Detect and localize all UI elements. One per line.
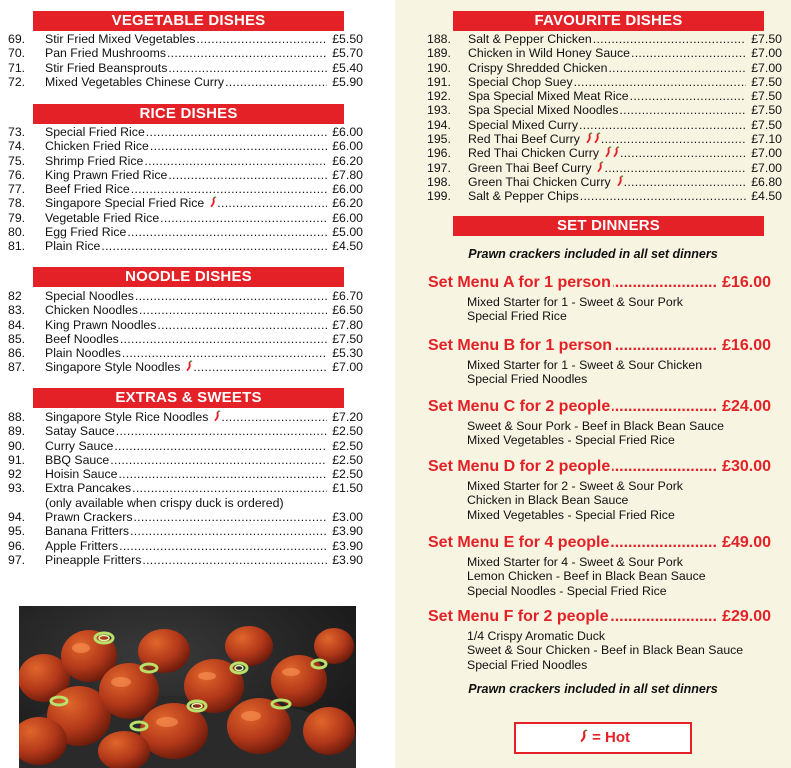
- menu-item-leader: [45, 125, 327, 139]
- menu-item-leader: [45, 303, 327, 317]
- menu-item: [8, 453, 363, 467]
- menu-item-leader: [45, 46, 327, 60]
- menu-item-price: £5.30: [332, 346, 363, 361]
- menu-item-number: 192.: [427, 89, 451, 104]
- set-menu-price: £30.00: [718, 458, 771, 476]
- menu-item-leader: [45, 139, 327, 153]
- menu-item-price: £4.50: [332, 239, 363, 254]
- menu-item: [8, 61, 363, 75]
- set-menu-description: [467, 419, 724, 448]
- menu-item-note: (only available when crispy duck is ordered): [45, 495, 284, 510]
- menu-item-number: 194.: [427, 117, 451, 132]
- menu-item: [8, 510, 363, 524]
- menu-item-number: 80.: [8, 225, 26, 240]
- set-menu-description: [467, 629, 743, 672]
- menu-item: [8, 239, 363, 253]
- menu-item-number: 193.: [427, 103, 451, 118]
- menu-item-number: 92: [8, 467, 22, 482]
- menu-item-leader: [468, 175, 746, 190]
- menu-item-name: Special Fried Rice: [45, 125, 145, 139]
- set-menu-title: [428, 398, 771, 416]
- menu-item-name: Curry Sauce: [45, 438, 114, 453]
- menu-item-price: £4.50: [751, 189, 782, 204]
- menu-item-number: 72.: [8, 74, 26, 89]
- menu-item-leader: [45, 154, 327, 168]
- menu-item-number: 97.: [8, 552, 26, 567]
- menu-item: [8, 168, 363, 182]
- menu-item-leader: [468, 189, 746, 203]
- chili-icon: [209, 196, 217, 211]
- menu-item-name: Salt & Pepper Chips: [468, 189, 579, 204]
- set-menu-price: £49.00: [718, 534, 771, 552]
- menu-item-price: £7.00: [332, 360, 363, 375]
- menu-item-price: £7.50: [751, 74, 782, 89]
- menu-item-name: Chicken in Wild Honey Sauce: [468, 46, 630, 61]
- menu-item-number: 70.: [8, 46, 26, 61]
- menu-item-name: Singapore Style Rice Noodles: [45, 410, 209, 424]
- menu-item-price: £7.50: [751, 32, 782, 46]
- menu-item: [8, 318, 363, 332]
- menu-item-leader: [468, 146, 746, 161]
- menu-item-leader: [45, 318, 327, 332]
- menu-item-price: £2.50: [332, 438, 363, 453]
- menu-item-name: Beef Noodles: [45, 331, 119, 346]
- menu-item-number: 191.: [427, 74, 451, 89]
- menu-item-leader: [45, 510, 327, 524]
- noodle-dishes-list: [8, 289, 363, 375]
- menu-item-price: £5.50: [332, 32, 363, 46]
- menu-item-name: Extra Pancakes: [45, 481, 132, 496]
- menu-item-price: £2.50: [332, 424, 363, 439]
- menu-item-name: Beef Fried Rice: [45, 182, 130, 197]
- menu-item-price: £6.00: [332, 210, 363, 225]
- menu-item-name: Stir Fried Mixed Vegetables: [45, 32, 196, 46]
- menu-item-leader: [45, 424, 327, 438]
- favourite-dishes-list: [427, 32, 782, 204]
- menu-item-number: 81.: [8, 239, 26, 254]
- menu-item: [427, 175, 782, 189]
- menu-item-number: 195.: [427, 132, 451, 147]
- menu-item-number: 73.: [8, 125, 26, 139]
- extras-sweets-header: EXTRAS & SWEETS: [33, 388, 344, 408]
- hot-legend: [514, 722, 692, 754]
- menu-item-leader: [468, 118, 746, 132]
- menu-item-name: Crispy Shredded Chicken: [468, 60, 608, 75]
- menu-item: [8, 481, 363, 495]
- menu-item-price: £5.90: [332, 74, 363, 89]
- menu-item-leader: [45, 553, 327, 567]
- menu-item-name: Prawn Crackers: [45, 510, 133, 525]
- menu-item-leader: [468, 89, 746, 103]
- menu-item-name: Vegetable Fried Rice: [45, 210, 160, 225]
- chili-icon: [585, 132, 593, 147]
- menu-item-leader: [45, 196, 327, 211]
- menu-item-name: Singapore Style Noodles: [45, 360, 181, 375]
- menu-item-name: Green Thai Beef Curry: [468, 160, 592, 175]
- noodle-dishes-header: NOODLE DISHES: [33, 267, 344, 287]
- menu-item: [427, 132, 782, 146]
- chili-icon: [213, 410, 221, 425]
- menu-item-name: Chicken Noodles: [45, 303, 138, 318]
- menu-item: [427, 161, 782, 175]
- menu-item-name: Apple Fritters: [45, 538, 119, 553]
- set-menu-title: [428, 458, 771, 476]
- set-menu-price: £16.00: [718, 274, 771, 292]
- chili-icon: [604, 146, 612, 161]
- menu-item-number: 93.: [8, 481, 26, 496]
- menu-item-price: £7.80: [332, 317, 363, 332]
- menu-item: [8, 553, 363, 567]
- set-menu-line: Mixed Starter for 1 - Sweet & Sour Pork: [467, 295, 683, 309]
- menu-item-price: £7.50: [751, 103, 782, 118]
- menu-item-number: 196.: [427, 146, 451, 161]
- menu-item-number: 71.: [8, 60, 26, 75]
- menu-item-leader: [468, 46, 746, 60]
- menu-item-leader: [45, 289, 327, 303]
- menu-item-name: Plain Noodles: [45, 346, 121, 361]
- menu-item-name: Red Thai Beef Curry: [468, 132, 580, 147]
- menu-item: [427, 75, 782, 89]
- menu-item-name: BBQ Sauce: [45, 452, 110, 467]
- menu-item-leader: [45, 481, 327, 495]
- menu-item-number: 87.: [8, 360, 26, 375]
- menu-item-price: £7.20: [332, 410, 363, 424]
- menu-item: [427, 189, 782, 203]
- chili-icon: [616, 175, 624, 190]
- menu-item: [8, 196, 363, 210]
- menu-item: [427, 146, 782, 160]
- menu-item-leader: [45, 332, 327, 346]
- menu-item-number: 74.: [8, 139, 26, 154]
- menu-item: [8, 539, 363, 553]
- set-menu-line: Lemon Chicken - Beef in Black Bean Sauce: [467, 569, 706, 584]
- set-menu-price: £24.00: [718, 398, 771, 416]
- set-menu-line: Mixed Starter for 1 - Sweet & Sour Chicken: [467, 358, 703, 372]
- menu-item-number: 78.: [8, 196, 26, 211]
- menu-item-leader: [468, 161, 746, 176]
- menu-item: [8, 139, 363, 153]
- menu-item-number: 199.: [427, 189, 451, 204]
- menu-item-price: £6.50: [332, 303, 363, 318]
- menu-item-price: £7.00: [751, 46, 782, 61]
- set-menu-description: [467, 295, 683, 324]
- menu-item-number: 198.: [427, 174, 451, 189]
- menu-item: [427, 103, 782, 117]
- menu-item: [8, 211, 363, 225]
- menu-item: [8, 467, 363, 481]
- set-dinners-header: SET DINNERS: [453, 216, 764, 236]
- menu-item: [8, 439, 363, 453]
- menu-item-price: £6.20: [332, 153, 363, 168]
- menu-item-leader: [45, 360, 327, 375]
- menu-item-price: £3.90: [332, 552, 363, 567]
- menu-item-price: £6.00: [332, 139, 363, 154]
- set-menu-description: [467, 358, 702, 387]
- set-menu-name: Set Menu D for 2 people: [428, 458, 611, 475]
- set-menu-name: Set Menu A for 1 person: [428, 274, 611, 291]
- set-menu-title: [428, 534, 771, 552]
- menu-item: [8, 46, 363, 60]
- menu-item-price: £7.80: [332, 167, 363, 182]
- menu-item-number: 84.: [8, 317, 26, 332]
- menu-item-number: 90.: [8, 438, 26, 453]
- menu-item-leader: [45, 453, 327, 467]
- menu-item-price: £2.50: [332, 467, 363, 482]
- menu-item-leader: [45, 239, 327, 253]
- menu-item-price: £3.90: [332, 524, 363, 539]
- menu-item-leader: [45, 346, 327, 360]
- menu-item-leader: [45, 410, 327, 425]
- chili-icon: [612, 146, 620, 161]
- menu-item-name: King Prawn Noodles: [45, 317, 157, 332]
- menu-item-price: £7.00: [751, 146, 782, 161]
- menu-item-leader: [45, 539, 327, 553]
- set-menu-line: 1/4 Crispy Aromatic Duck: [467, 629, 606, 643]
- menu-item-price: £7.50: [751, 117, 782, 132]
- menu-item-number: 77.: [8, 182, 26, 197]
- set-dinners-intro: Prawn crackers included in all set dinners: [468, 247, 718, 261]
- food-photo: [19, 606, 356, 768]
- menu-item-number: 91.: [8, 452, 26, 467]
- menu-item-price: £6.00: [332, 125, 363, 139]
- menu-item: [8, 225, 363, 239]
- set-menu-line: Mixed Starter for 4 - Sweet & Sour Pork: [467, 555, 683, 569]
- chili-icon: [596, 161, 604, 176]
- menu-item-number: 89.: [8, 424, 26, 439]
- menu-item-leader: [45, 75, 327, 89]
- menu-item-name: Green Thai Chicken Curry: [468, 174, 611, 189]
- menu-item: [427, 32, 782, 46]
- menu-item-leader: [45, 524, 327, 538]
- menu-item-name: Stir Fried Beansprouts: [45, 60, 168, 75]
- menu-item-name: Plain Rice: [45, 239, 101, 254]
- menu-item: [8, 303, 363, 317]
- menu-item: [427, 61, 782, 75]
- menu-item-leader: [468, 132, 746, 147]
- menu-item-leader: [45, 467, 327, 481]
- vegetable-dishes-header: VEGETABLE DISHES: [33, 11, 344, 31]
- menu-item-name: King Prawn Fried Rice: [45, 167, 168, 182]
- menu-item-name: Salt & Pepper Chicken: [468, 32, 592, 46]
- menu-item-name: Special Noodles: [45, 289, 134, 303]
- menu-item: [8, 289, 363, 303]
- menu-item-name: Red Thai Chicken Curry: [468, 146, 599, 161]
- menu-item-number: 82: [8, 289, 22, 303]
- menu-item-price: £6.20: [332, 196, 363, 211]
- menu-item-price: £6.80: [751, 174, 782, 189]
- menu-item-leader: [45, 182, 327, 196]
- set-menu-name: Set Menu F for 2 people: [428, 608, 609, 625]
- set-menu-line: Special Fried Noodles: [467, 372, 588, 387]
- set-menu-line: Mixed Vegetables - Special Fried Rice: [467, 507, 675, 522]
- set-menu-title: [428, 608, 771, 626]
- menu-item-price: £2.50: [332, 452, 363, 467]
- menu-item-name: Chicken Fried Rice: [45, 139, 149, 154]
- menu-item-name: Spa Special Mixed Meat Rice: [468, 89, 629, 104]
- menu-item: [8, 75, 363, 89]
- menu-item-number: 86.: [8, 346, 26, 361]
- menu-item-number: 69.: [8, 32, 26, 46]
- menu-item-price: £5.40: [332, 60, 363, 75]
- set-menu-name: Set Menu C for 2 people: [428, 398, 611, 415]
- menu-item-number: 88.: [8, 410, 26, 424]
- menu-item-leader: [45, 61, 327, 75]
- set-menu-price: £16.00: [718, 337, 771, 355]
- menu-item-number: 83.: [8, 303, 26, 318]
- chili-icon: [185, 360, 193, 375]
- menu-item-number: 76.: [8, 167, 26, 182]
- menu-item-price: £7.50: [332, 331, 363, 346]
- menu-item-price: £6.00: [332, 182, 363, 197]
- menu-item-price: £5.70: [332, 46, 363, 61]
- menu-item-number: 85.: [8, 331, 26, 346]
- menu-item-name: Satay Sauce: [45, 424, 115, 439]
- menu-item: [8, 496, 363, 510]
- set-dinners-outro: Prawn crackers included in all set dinners: [468, 682, 718, 696]
- menu-item-leader: [468, 103, 746, 117]
- menu-item-leader: [468, 75, 746, 89]
- menu-item-name: Spa Special Mixed Noodles: [468, 103, 619, 118]
- extras-sweets-list: [8, 410, 363, 567]
- chili-icon: [579, 725, 588, 753]
- menu-item-number: 190.: [427, 60, 451, 75]
- menu-item-number: 197.: [427, 160, 451, 175]
- menu-item: [8, 32, 363, 46]
- menu-item-price: £6.70: [332, 289, 363, 303]
- menu-item-price: £7.10: [751, 132, 782, 147]
- menu-item: [8, 524, 363, 538]
- menu-item: [8, 360, 363, 374]
- menu-item: [8, 332, 363, 346]
- menu-item-number: 96.: [8, 538, 26, 553]
- set-menu-line: Chicken in Black Bean Sauce: [467, 493, 629, 508]
- menu-item: [8, 346, 363, 360]
- menu-item: [8, 154, 363, 168]
- menu-item-name: Hoisin Sauce: [45, 467, 118, 482]
- set-menu-name: Set Menu E for 4 people: [428, 534, 610, 551]
- menu-item-price: £3.00: [332, 510, 363, 525]
- set-menu-name: Set Menu B for 1 person: [428, 337, 613, 354]
- set-menu-line: Special Fried Rice: [467, 309, 567, 324]
- menu-item-name: Pan Fried Mushrooms: [45, 46, 166, 61]
- menu-item-price: £7.50: [751, 89, 782, 104]
- menu-item-price: £7.00: [751, 160, 782, 175]
- menu-item-leader: [468, 32, 746, 46]
- sweet-and-sour-chicken-image: [19, 606, 356, 768]
- menu-item-number: 94.: [8, 510, 26, 525]
- set-menu-line: Sweet & Sour Chicken - Beef in Black Bean Sauce: [467, 643, 744, 658]
- menu-item-number: 79.: [8, 210, 26, 225]
- set-menu-line: Mixed Vegetables - Special Fried Rice: [467, 433, 675, 448]
- set-menu-line: Special Fried Noodles: [467, 657, 588, 672]
- menu-item-name: Special Mixed Curry: [468, 117, 579, 132]
- set-menu-title: [428, 274, 771, 292]
- menu-item-name: Special Chop Suey: [468, 74, 573, 89]
- hot-legend-label: = Hot: [592, 729, 631, 746]
- menu-item: [8, 125, 363, 139]
- chili-icon: [593, 132, 601, 147]
- menu-item-number: 188.: [427, 32, 451, 46]
- set-menu-line: Sweet & Sour Pork - Beef in Black Bean Sauce: [467, 419, 725, 433]
- set-menu-price: £29.00: [718, 608, 771, 626]
- favourite-dishes-header: FAVOURITE DISHES: [453, 11, 764, 31]
- menu-item-price: £7.00: [751, 60, 782, 75]
- menu-item-price: £3.90: [332, 538, 363, 553]
- set-menu-title: [428, 337, 771, 355]
- set-menu-description: [467, 555, 706, 598]
- vegetable-dishes-list: [8, 32, 363, 89]
- menu-item-price: £5.00: [332, 225, 363, 240]
- menu-item-name: Singapore Special Fried Rice: [45, 196, 205, 211]
- menu-item-leader: [45, 211, 327, 225]
- set-menu-description: [467, 479, 683, 522]
- menu-item-number: 75.: [8, 153, 26, 168]
- menu-item-leader: [45, 168, 327, 182]
- menu-item-leader: [45, 225, 327, 239]
- rice-dishes-list: [8, 125, 363, 254]
- menu-item-name: Mixed Vegetables Chinese Curry: [45, 74, 225, 89]
- menu-item: [8, 424, 363, 438]
- menu-item-number: 95.: [8, 524, 26, 539]
- menu-item-leader: [45, 32, 327, 46]
- menu-item: [8, 182, 363, 196]
- menu-item: [427, 89, 782, 103]
- menu-item-name: Shrimp Fried Rice: [45, 153, 144, 168]
- set-menu-line: Special Noodles - Special Fried Rice: [467, 583, 667, 598]
- menu-item-name: Egg Fried Rice: [45, 225, 127, 240]
- menu-item-price: £1.50: [332, 481, 363, 496]
- set-menu-line: Mixed Starter for 2 - Sweet & Sour Pork: [467, 479, 683, 493]
- menu-item-leader: [45, 439, 327, 453]
- menu-item: [427, 46, 782, 60]
- menu-item: [427, 118, 782, 132]
- menu-item-name: Pineapple Fritters: [45, 552, 142, 567]
- menu-item-name: Banana Fritters: [45, 524, 130, 539]
- menu-item: [8, 410, 363, 424]
- rice-dishes-header: RICE DISHES: [33, 104, 344, 124]
- menu-item-leader: [468, 61, 746, 75]
- menu-item-number: 189.: [427, 46, 451, 61]
